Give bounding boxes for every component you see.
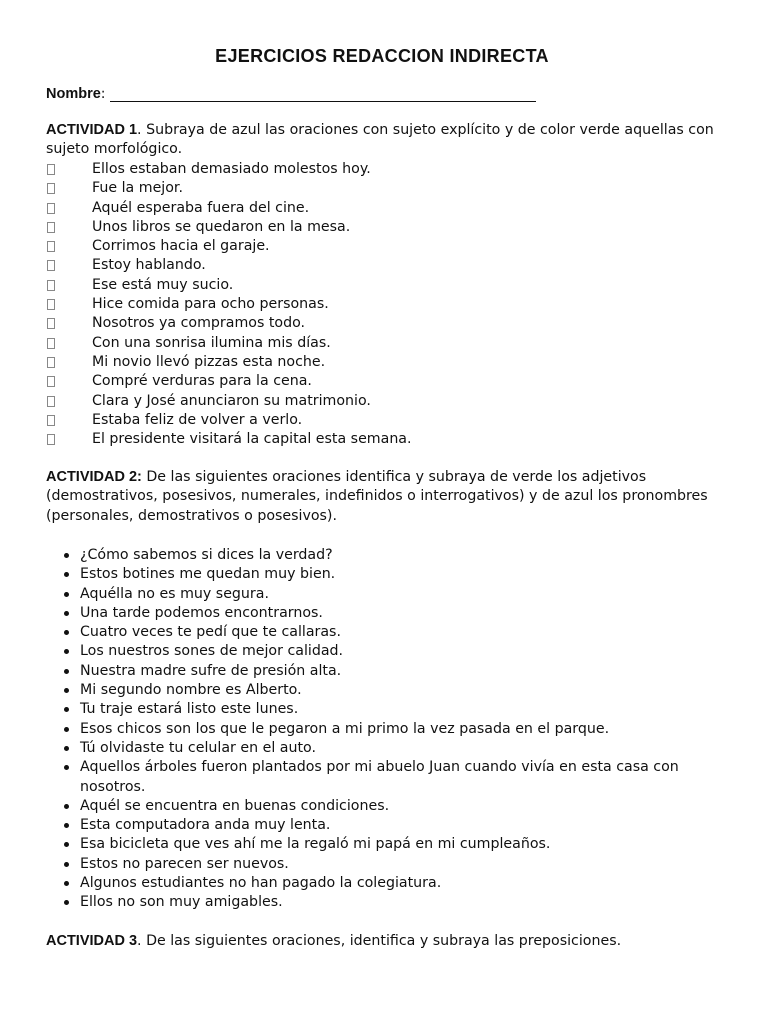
list-item-text: Ellos no son muy amigables. [80,894,283,911]
bullet-icon [64,669,69,674]
list-item-text: Mi segundo nombre es Alberto. [80,682,302,699]
name-row [46,86,536,102]
activity-1-text: . Subraya de azul las oraciones con sujeto explícito y de color verde aquellas con sujeto morfológico. [46,122,714,158]
name-label: Nombre [46,86,101,102]
activity-1-instructions [46,121,736,160]
list-item-text: Esa bicicleta que ves ahí me la regaló mi papá en mi cumpleaños. [80,836,551,853]
list-item-text: Ellos estaban demasiado molestos hoy. [92,161,371,177]
bullet-icon [64,727,69,732]
bullet-icon [64,572,69,577]
list-item [46,739,736,758]
list-item-text: Compré verduras para la cena. [92,373,312,390]
list-item [46,720,736,739]
list-item-text: Una tarde podemos encontrarnos. [80,604,323,621]
list-item [46,372,736,391]
list-item [46,642,736,661]
bullet-icon [64,707,69,712]
list-item-text: Estos botines me quedan muy bien. [80,566,336,583]
list-item-text: Esos chicos son los que le pegaron a mi primo la vez pasada en el parque. [80,720,610,737]
list-item-text: El presidente visitará la capital esta semana. [92,431,412,448]
list-item-text: Estoy hablando. [92,257,206,274]
activity-1-list [46,160,736,449]
activity-2-text: De las siguientes oraciones identifica y subraya de verde los adjetivos (demostrativos, posesivos, numerales, indefinidos o interrogativos) y de azul los pronombres (personales, demostrativos o posesivos). [46,469,708,524]
list-item-text: Corrimos hacia el garaje. [92,238,270,255]
list-item-text: Estaba feliz de volver a verlo. [92,411,303,428]
list-item [46,816,736,835]
list-item [46,276,736,295]
list-item-text: Nosotros ya compramos todo. [92,315,306,332]
list-item [46,797,736,816]
list-item-text: Esta computadora anda muy lenta. [80,817,331,834]
list-item-text: Ese está muy sucio. [92,276,234,293]
list-item-text: Tú olvidaste tu celular en el auto. [80,739,316,756]
page-title: EJERCICIOS REDACCION INDIRECTA [215,46,549,66]
list-item-text: Nuestra madre sufre de presión alta. [80,662,342,679]
list-item [46,681,736,700]
list-item [46,353,736,372]
checkbox-glyph-icon [47,376,55,387]
list-item-text: Fue la mejor. [92,180,183,197]
checkbox-glyph-icon [47,280,55,291]
list-item [46,314,736,333]
list-item-text: Hice comida para ocho personas. [92,296,329,313]
bullet-icon [64,630,69,635]
bullet-icon [64,553,69,558]
list-item-text: Cuatro veces te pedí que te callaras. [80,624,341,641]
name-colon: : [100,86,106,102]
checkbox-glyph-icon [47,318,55,329]
list-item-text: Aquellos árboles fueron plantados por mi abuelo Juan cuando vivía en esta casa con nosotros. [80,759,679,795]
checkbox-glyph-icon [47,434,55,445]
activity-2-list [46,546,736,913]
activity-3-instructions [46,932,736,951]
bullet-icon [64,611,69,616]
list-item [46,411,736,430]
activity-3-text: . De las siguientes oraciones, identifica y subraya las preposiciones. [137,933,622,949]
list-item [46,623,736,642]
activity-1-label: ACTIVIDAD 1 [46,122,138,138]
list-item-text: ¿Cómo sabemos si dices la verdad? [80,547,333,563]
list-item [46,835,736,854]
list-item [46,218,736,237]
list-item-text: Algunos estudiantes no han pagado la colegiatura. [80,875,442,892]
bullet-icon [64,862,69,867]
bullet-icon [64,881,69,886]
activity-2-instructions [46,468,736,526]
list-item-text: Aquél esperaba fuera del cine. [92,199,310,216]
checkbox-glyph-icon [47,415,55,426]
bullet-icon [64,746,69,751]
bullet-icon [64,842,69,847]
list-item [46,758,736,797]
list-item [46,392,736,411]
bullet-icon [64,900,69,905]
list-item [46,893,736,912]
list-item [46,160,736,179]
list-item-text: Mi novio llevó pizzas esta noche. [92,353,326,370]
list-item [46,256,736,275]
list-item-text: Aquélla no es muy segura. [80,585,269,602]
bullet-icon [64,649,69,654]
bullet-icon [64,592,69,597]
checkbox-glyph-icon [47,164,55,175]
checkbox-glyph-icon [47,183,55,194]
checkbox-glyph-icon [47,260,55,271]
list-item-text: Aquél se encuentra en buenas condiciones. [80,797,390,814]
list-item [46,565,736,584]
list-item [46,179,736,198]
bullet-icon [64,688,69,693]
activity-3-label: ACTIVIDAD 3 [46,933,138,949]
list-item-text: Estos no parecen ser nuevos. [80,855,289,872]
list-item [46,874,736,893]
list-item [46,546,736,565]
bullet-icon [64,823,69,828]
checkbox-glyph-icon [47,357,55,368]
checkbox-glyph-icon [47,241,55,252]
checkbox-glyph-icon [47,338,55,349]
list-item [46,199,736,218]
list-item-text: Clara y José anunciaron su matrimonio. [92,392,371,409]
activity-2-label: ACTIVIDAD 2: [46,469,142,485]
list-item-text: Tu traje estará listo este lunes. [80,701,299,718]
list-item [46,604,736,623]
list-item [46,585,736,604]
list-item [46,855,736,874]
checkbox-glyph-icon [47,299,55,310]
list-item [46,295,736,314]
list-item [46,237,736,256]
list-item [46,334,736,353]
name-blank-line[interactable] [110,88,536,102]
checkbox-glyph-icon [47,396,55,407]
list-item [46,700,736,719]
list-item [46,662,736,681]
list-item-text: Con una sonrisa ilumina mis días. [92,334,331,351]
list-item-text: Unos libros se quedaron en la mesa. [92,218,351,235]
list-item-text: Los nuestros sones de mejor calidad. [80,643,344,660]
list-item [46,430,736,449]
bullet-icon [64,804,69,809]
checkbox-glyph-icon [47,222,55,233]
bullet-icon [64,765,69,770]
checkbox-glyph-icon [47,203,55,214]
